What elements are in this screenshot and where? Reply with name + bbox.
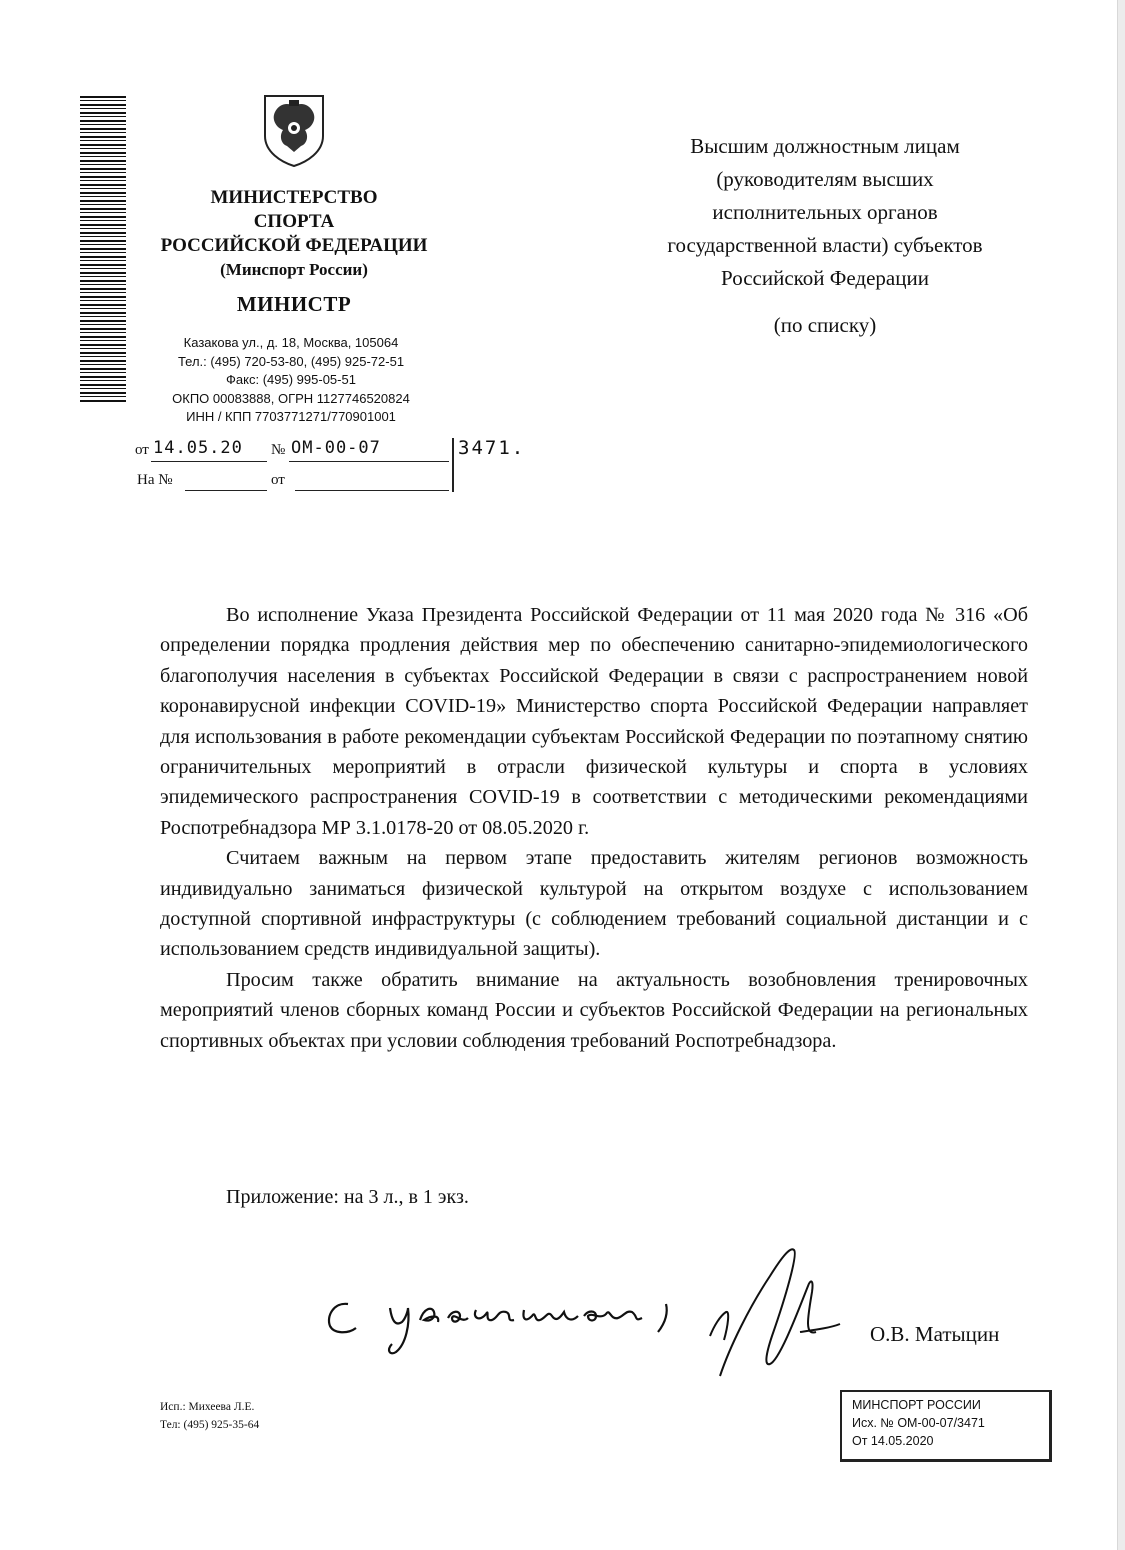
- handwritten-closing: [320, 1282, 700, 1362]
- addressee-line: исполнительных органов: [712, 200, 938, 224]
- addressee-line: Высшим должностным лицам: [690, 134, 960, 158]
- addressee-line: (руководителям высших: [716, 167, 934, 191]
- number-label: №: [271, 442, 286, 458]
- body-paragraph: Во исполнение Указа Президента Российской Федерации от 11 мая 2020 года № 316 «Об определении порядка продления действия мер по обеспечению санитарно-эпидемиологического благополучия населения в субъектах Российской Федерации в связи с распространением новой коронавирусной инфекции COVID-19» Министерство спорта Российской Федерации направляет для использования в работе рекомендации субъектам Российской Федерации по поэтапному снятию ограничительных мероприятий в отрасли физической культуры и спорта в условиях эпидемического распространения COVID-19 в соответствии с методическими рекомендациями Роспотребнадзора МР 3.1.0178-20 от 08.05.2020 г.: [160, 604, 1028, 839]
- addressee-line: государственной власти) субъектов: [667, 233, 983, 257]
- registration-date: 14.05.20: [153, 438, 243, 458]
- ministry-short-name: (Минспорт России): [220, 260, 368, 279]
- registration-block: [135, 436, 465, 496]
- position-title: МИНИСТР: [236, 292, 352, 316]
- executor-phone: Тел: (495) 925-35-64: [160, 1419, 260, 1431]
- ministry-line: РОССИЙСКОЙ ФЕДЕРАЦИИ: [160, 235, 428, 256]
- addressee-line: Российской Федерации: [721, 266, 929, 290]
- contact-line: Тел.: (495) 720-53-80, (495) 925-72-51: [177, 353, 405, 369]
- from-label: от: [135, 442, 149, 458]
- contact-line: ИНН / КПП 7703771271/770901001: [186, 409, 396, 424]
- reply-number-line: [185, 490, 267, 491]
- registration-number: ОМ-00-07: [291, 438, 381, 458]
- executor-name: Исп.: Михеева Л.Е.: [160, 1401, 255, 1413]
- ministry-name: [140, 186, 448, 282]
- barcode: [80, 96, 126, 402]
- stamp-line: От 14.05.2020: [852, 1434, 934, 1448]
- reply-date-line: [295, 490, 449, 491]
- executor-info: [160, 1398, 259, 1434]
- number-underline: [289, 461, 449, 462]
- contact-line: Казакова ул., д. 18, Москва, 105064: [183, 335, 399, 350]
- ministry-line: СПОРТА: [253, 211, 335, 232]
- reply-from-label: от: [271, 472, 285, 488]
- signer-name: О.В. Матыцин: [870, 1322, 1000, 1346]
- reply-label: На №: [137, 472, 173, 488]
- body-paragraph: Просим также обратить внимание на актуальность возобновления тренировочных мероприятий членов сборных команд России и субъектов Российской Федерации на региональных спортивных объектах при условии соблюдения требований Роспотребнадзора.: [160, 968, 1028, 1052]
- registration-bracket: [452, 438, 454, 492]
- contact-line: Факс: (495) 995-05-51: [226, 372, 356, 387]
- ministry-line: МИНИСТЕРСТВО: [210, 187, 378, 208]
- stamp-line: Исх. № ОМ-00-07/3471: [852, 1416, 985, 1430]
- contact-line: ОКПО 00083888, ОГРН 1127746520824: [172, 390, 410, 406]
- date-underline: [151, 461, 267, 462]
- stamp-line: МИНСПОРТ РОССИИ: [852, 1398, 981, 1412]
- addressee-note: (по списку): [773, 313, 877, 337]
- registration-suffix: 3471.: [458, 437, 526, 459]
- letter-body: [160, 600, 1028, 1056]
- addressee-block: [600, 130, 1050, 342]
- coat-of-arms-icon: [261, 92, 327, 168]
- ministry-contacts: [124, 334, 458, 427]
- signature-image: [690, 1236, 850, 1386]
- body-paragraph: Считаем важным на первом этапе предоставить жителям регионов возможность индивидуально заниматься физической культурой на открытом воздухе с использованием доступной спортивной инфраструктуры (с соблюдением требований социальной дистанции и с использованием средств индивидуальной защиты).: [160, 847, 1028, 961]
- registration-stamp: [840, 1390, 1052, 1462]
- attachment-note: Приложение: на 3 л., в 1 экз.: [226, 1186, 469, 1208]
